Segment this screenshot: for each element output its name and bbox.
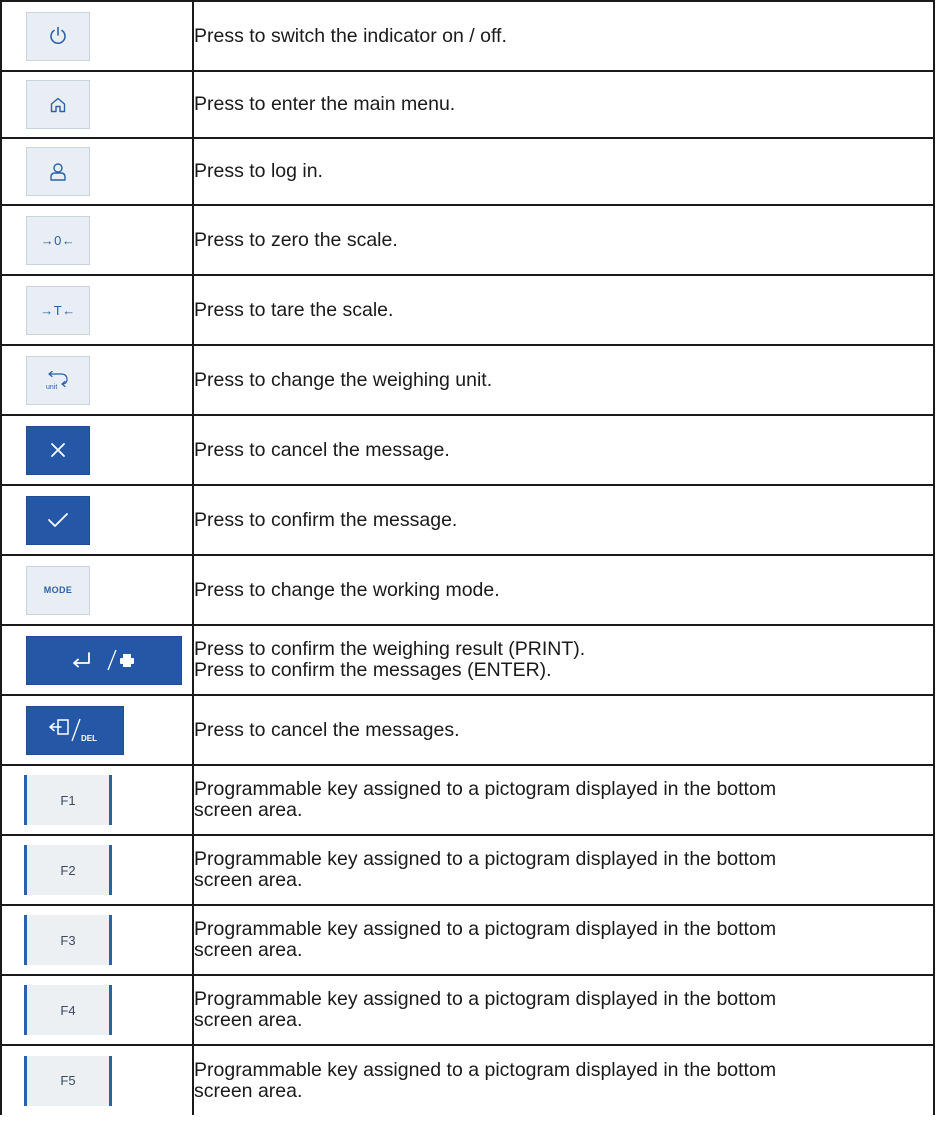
key-description: Press to cancel the messages.	[193, 695, 934, 765]
unit-key	[26, 356, 90, 405]
f2-key	[24, 845, 112, 895]
exit-delete-key	[26, 706, 124, 755]
table-row	[1, 1045, 934, 1115]
table-row	[1, 695, 934, 765]
key-cell	[1, 765, 193, 835]
mode-key-label: MODE	[43, 585, 73, 595]
zero-icon: →0←	[40, 232, 76, 248]
f1-key	[24, 775, 112, 825]
key-cell	[1, 138, 193, 205]
table-row	[1, 485, 934, 555]
table-row	[1, 71, 934, 138]
key-description: Programmable key assigned to a pictogram displayed in the bottom screen area.	[193, 1045, 934, 1115]
key-description: Programmable key assigned to a pictogram displayed in the bottom screen area.	[193, 975, 934, 1045]
table-row	[1, 138, 934, 205]
f1-key-label: F1	[60, 792, 76, 808]
key-cell	[1, 71, 193, 138]
enter-print-icon	[69, 647, 139, 673]
table-row	[1, 345, 934, 415]
key-description: Press to cancel the message.	[193, 415, 934, 485]
table-row	[1, 1, 934, 71]
key-cell	[1, 275, 193, 345]
mode-key	[26, 566, 90, 615]
home-icon	[49, 96, 67, 114]
f5-key	[24, 1056, 112, 1106]
unit-change-icon	[43, 369, 73, 391]
table-row	[1, 625, 934, 695]
enter-print-key	[26, 636, 182, 685]
power-key	[26, 12, 90, 61]
f3-key-label: F3	[60, 932, 76, 948]
key-description: Press to change the working mode.	[193, 555, 934, 625]
f2-key-label: F2	[60, 862, 76, 878]
key-cell	[1, 555, 193, 625]
confirm-check-icon	[46, 511, 70, 529]
f4-key	[24, 985, 112, 1035]
key-cell	[1, 485, 193, 555]
key-description: Press to change the weighing unit.	[193, 345, 934, 415]
home-key	[26, 80, 90, 129]
key-description: Press to confirm the weighing result (PRINT). Press to confirm the messages (ENTER).	[193, 625, 934, 695]
key-description: Programmable key assigned to a pictogram displayed in the bottom screen area.	[193, 765, 934, 835]
table-row	[1, 905, 934, 975]
exit-delete-icon	[47, 716, 103, 744]
key-description: Press to zero the scale.	[193, 205, 934, 275]
key-cell	[1, 625, 193, 695]
table-row	[1, 765, 934, 835]
key-cell	[1, 905, 193, 975]
key-cell	[1, 205, 193, 275]
user-icon	[48, 162, 68, 182]
key-cell	[1, 975, 193, 1045]
key-description: Press to confirm the message.	[193, 485, 934, 555]
key-description: Press to switch the indicator on / off.	[193, 1, 934, 71]
table-row	[1, 555, 934, 625]
table-row	[1, 275, 934, 345]
f3-key	[24, 915, 112, 965]
f4-key-label: F4	[60, 1002, 76, 1018]
key-description: Programmable key assigned to a pictogram displayed in the bottom screen area.	[193, 835, 934, 905]
key-cell	[1, 415, 193, 485]
tare-key	[26, 286, 90, 335]
key-cell	[1, 695, 193, 765]
key-cell	[1, 1, 193, 71]
key-description: Programmable key assigned to a pictogram displayed in the bottom screen area.	[193, 905, 934, 975]
key-cell	[1, 1045, 193, 1115]
cancel-x-icon	[49, 441, 67, 459]
unit-label: unit	[46, 384, 58, 391]
key-description: Press to tare the scale.	[193, 275, 934, 345]
table-row	[1, 835, 934, 905]
key-description: Press to log in.	[193, 138, 934, 205]
key-cell	[1, 835, 193, 905]
confirm-key	[26, 496, 90, 545]
key-cell	[1, 345, 193, 415]
table-row	[1, 205, 934, 275]
tare-icon: →T←	[40, 302, 76, 318]
f5-key-label: F5	[60, 1073, 76, 1088]
zero-key	[26, 216, 90, 265]
table-row	[1, 415, 934, 485]
cancel-key	[26, 426, 90, 475]
login-key	[26, 147, 90, 196]
del-label: DEL	[81, 734, 97, 743]
table-row	[1, 975, 934, 1045]
key-description: Press to enter the main menu.	[193, 71, 934, 138]
power-icon	[49, 26, 67, 46]
